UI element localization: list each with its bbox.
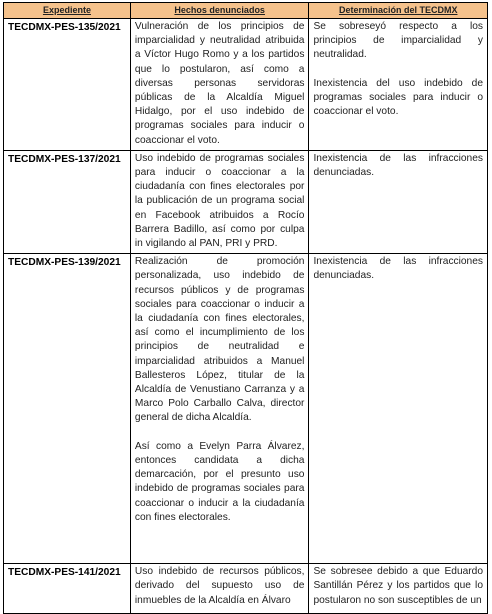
determinacion-cell <box>309 150 488 253</box>
expediente-cell: TECDMX-PES-137/2021 <box>4 150 131 253</box>
hechos-cell <box>130 150 309 253</box>
hechos-text: Así como a Evelyn Parra Álvarez, entonces candidata a dicha demarcación, por el presunto uso indebido de programas sociales para coaccionar o inducir a la ciudadanía con fines electorales. <box>134 440 305 523</box>
header-hechos: Hechos denunciados <box>130 3 309 19</box>
hechos-cell <box>130 19 309 151</box>
table-row <box>4 564 488 614</box>
expediente-cell: TECDMX-PES-141/2021 <box>4 564 131 614</box>
determinacion-cell <box>309 254 488 564</box>
determinacion-text: Se sobreseyó respecto a los principios de imparcialidad y neutralidad. <box>313 21 483 61</box>
determinacion-text: Inexistencia de las infracciones denunciadas. <box>313 152 483 179</box>
hechos-text: Uso indebido de programas sociales para inducir o coaccionar a la ciudadanía con fines electorales por la publicación de un programa social en Facebook atribuidos a Rocío Barrera Badillo, así como por culpa in vigilando al PAN, PRI y PRD. <box>134 152 305 250</box>
header-expediente: Expediente <box>4 3 131 19</box>
table-header-row <box>4 3 488 19</box>
determinacion-cell <box>309 19 488 151</box>
determinacion-text: Se sobresee debido a que Eduardo Santillán Pérez y los partidos que lo postularon no son susceptibles de un <box>313 566 483 606</box>
hechos-cell <box>130 564 309 614</box>
table-row <box>4 254 488 564</box>
expediente-cell: TECDMX-PES-139/2021 <box>4 254 131 564</box>
table-row <box>4 19 488 151</box>
hechos-text: Vulneración de los principios de imparcialidad y neutralidad atribuida a Víctor Hugo Romo y a los partidos que lo postularon, así como a diversas personas servidoras públicas de la Alcaldía Miguel Hidalgo, por el uso indebido de programas sociales para inducir o coaccionar el voto. <box>134 21 305 146</box>
expediente-cell: TECDMX-PES-135/2021 <box>4 19 131 151</box>
determinacion-text: Inexistencia del uso indebido de programas sociales para inducir o coaccionar el voto. <box>313 77 483 118</box>
header-determinacion: Determinación del TECDMX <box>309 3 488 19</box>
hechos-cell <box>130 254 309 564</box>
table-row <box>4 150 488 253</box>
determinacion-cell <box>309 564 488 614</box>
determinacion-text: Inexistencia de las infracciones denunciadas. <box>313 256 483 282</box>
hechos-text: Realización de promoción personalizada, uso indebido de recursos públicos y de programas sociales para coaccionar o inducir a la ciudadanía con fines electorales, así como el incumplimiento de los principios de neutralidad e imparcialidad atribuidos a Manuel Ballesteros López, titular de la Alcaldía de Venustiano Carranza y a Marco Polo Carballo Calva, director general de dicha Alcaldía. <box>134 256 305 424</box>
results-table <box>3 2 488 614</box>
hechos-text: Uso indebido de recursos públicos, derivado del supuesto uso de inmuebles de la Alcaldía en Álvaro <box>134 566 305 606</box>
